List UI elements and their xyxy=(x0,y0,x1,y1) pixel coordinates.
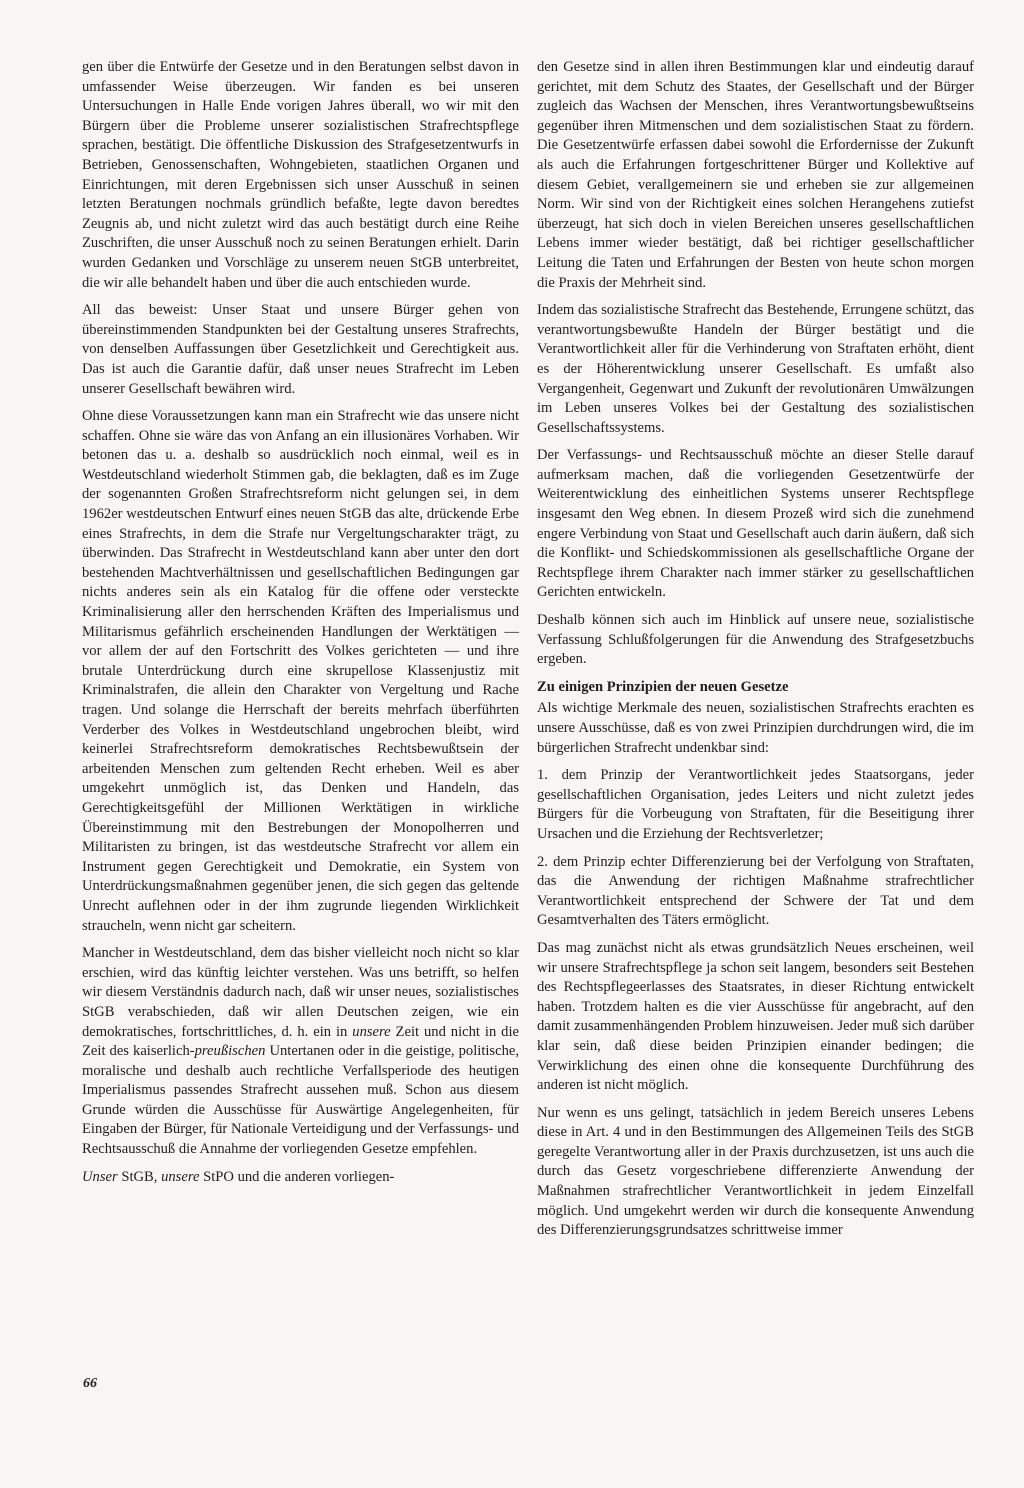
left-column xyxy=(82,58,519,1195)
paragraph: Ohne diese Voraussetzungen kann man ein Strafrecht wie das unsere nicht schaffen. Ohne sie wäre das von Anfang an ein illusionäres Vorhaben. Wir betonen das u. a. deshalb so ausdrücklich noch einmal, weil es in Westdeutschland wiederholt Stimmen gab, die beklagten, daß es im Zuge der sogenannten Großen Strafrechtsreform nicht gelungen sei, in dem 1962er westdeutschen Entwurf eines neuen StGB das alte, drückende Erbe eines Strafrechts, in dem die Strafe nur Vergeltungscharakter trägt, zu überwinden. Das Strafrecht in Westdeutschland kann aber unter den dort bestehenden Machtverhältnissen und gesellschaftlichen Bedingungen gar nichts anderes sein als ein Katalog für die offene oder versteckte Kriminalisierung aller den herrschenden Kräften des Imperialismus und Militarismus gefährlich erscheinenden Handlungen der Werktätigen — vor allem der auf den Fortschritt des Volkes gerichteten — und ihre brutale Unterdrückung durch eine skrupellose Klassenjustiz mit Kriminalstrafen, die allein den Charakter von Vergeltung und Rache tragen. Und solange die Herrschaft der bereits mehrfach überführten Verderber des Volkes in Westdeutschland ungebrochen bleibt, wird keinerlei Strafrechtsreform demokratisches Rechtsbewußtsein der arbeitenden Menschen zum geltenden Recht erheben. Weil es aber umgekehrt unmöglich ist, das Denken und Handeln, das Gerechtigkeitsgefühl der Millionen Werktätigen in wirkliche Übereinstimmung mit den Bestrebungen der Monopolherren und Militaristen zu bringen, ist das westdeutsche Strafrecht vor allem ein Instrument gegen Gerechtigkeit und Demokratie, ein System von Unterdrückungsmaßnahmen gegenüber jenen, die sich gegen das geltende Unrecht auflehnen oder in der ihm zugrunde liegenden Wirklichkeit straucheln, wenn nicht gar scheitern. xyxy=(82,408,519,934)
paragraph xyxy=(82,944,519,1160)
page-number: 66 xyxy=(83,1376,97,1391)
paragraph: Nur wenn es uns gelingt, tatsächlich in jedem Bereich unseres Lebens diese in Art. 4 und in den Bestimmungen des Allgemeinen Teils des StGB geregelte Verantwortung aller in der Praxis durchzusetzen, ist uns auch die durch das Gesetz vorgeschriebene differenzierte Anwendung der Maßnahmen strafrechtlicher Verantwortlichkeit in jedem Einzelfall möglich. Und umgekehrt werden wir durch die konsequente Anwendung des Differenzierungsgrundsatzes schrittweise immer xyxy=(537,1104,974,1239)
section-heading: Zu einigen Prinzipien der neuen Gesetze xyxy=(537,678,789,695)
paragraph: den Gesetze sind in allen ihren Bestimmungen klar und eindeutig darauf gerichtet, mit dem Schutz des Staates, der Gesellschaft und der Bürger zugleich das Wachsen der Menschen, ihres Verantwortungsbewußtseins gegenüber ihren Mitmenschen und dem sozialistischen Staat zu fördern. Die Gesetzentwürfe erfassen dabei sowohl die Erfordernisse der Zukunft als auch die Erfahrungen fortgeschrittener Bürger und Kollektive auf diesem Gebiet, verallgemeinern sie und erheben sie zur allgemeinen Norm. Wir sind von der Richtigkeit eines solchen Herangehens zutiefst überzeugt, hat sich doch in vielen Bereichen unseres gesellschaftlichen Lebens immer wieder bestätigt, daß bei richtiger gesellschaftlicher Leitung die Taten und Erfahrungen der Besten von heute schon morgen die Praxis der Mehrheit sind. xyxy=(537,59,974,291)
emphasis: Unser xyxy=(82,1168,118,1185)
emphasis: unsere xyxy=(352,1023,391,1040)
paragraph: Der Verfassungs- und Rechtsausschuß möchte an dieser Stelle darauf aufmerksam machen, daß die vorliegenden Gesetzentwürfe der Weiterentwicklung des einheitlichen Systems unserer Rechtspflege insgesamt den Weg ebnen. In diesem Prozeß wird sich die zunehmend engere Verbindung von Staat und Gesellschaft auch darin äußern, daß sich die Konflikt- und Schiedskommissionen als gesellschaftliche Organe der Rechtspflege ihrem Charakter nach immer stärker zu gesellschaftlichen Gerichten entwickeln. xyxy=(537,447,974,601)
paragraph: All das beweist: Unser Staat und unsere Bürger gehen von übereinstimmenden Standpunkten bei der Gestaltung unseres Strafrechts, von denselben Auffassungen über Gesetzlichkeit und Gerechtigkeit aus. Das ist auch die Garantie dafür, daß unser neues Strafrecht im Leben unserer Gesellschaft bewähren wird. xyxy=(82,302,519,397)
text-run: StGB, xyxy=(117,1168,162,1185)
text-run: Zeit und nicht in die Zeit des kaiserlich- xyxy=(82,1023,519,1060)
paragraph: Als wichtige Merkmale des neuen, sozialistischen Strafrechts erachten es unsere Ausschüsse, daß es von zwei Prinzipien durchdrungen wird, die im bürgerlichen Strafrecht undenkbar sind: xyxy=(537,700,974,756)
paragraph: Das mag zunächst nicht als etwas grundsätzlich Neues erscheinen, weil wir unsere Strafrechtspflege ja schon seit langem, besonders seit Bestehen des Rechtspflegeerlasses des Staatsrates, in dieser Richtung entwickelt haben. Trotzdem halten es die vier Ausschüsse für angebracht, auf den damit zusammenhängenden Problem hinzuweisen. Jeder muß sich darüber klar sein, daß diese beiden Prinzipien einander bedingen; die Verwirklichung des einen ohne die konsequente Durchführung des anderen ist nicht möglich. xyxy=(537,939,974,1094)
paragraph: Deshalb können sich auch im Hinblick auf unsere neue, sozialistische Verfassung Schlußfolgerungen für die Anwendung des Strafgesetzbuchs ergeben. xyxy=(537,612,974,668)
paragraph: gen über die Entwürfe der Gesetze und in den Beratungen selbst davon in umfassender Weise überzeugen. Wir fanden es bei unseren Untersuchungen in Halle Ende vorigen Jahres überall, wo wir mit den Bürgern über die Probleme unserer sozialistischen Strafrechtspflege sprachen, bestätigt. Die öffentliche Diskussion des Strafgesetzentwurfs in Betrieben, Genossenschaften, Wohngebieten, staatlichen Organen und Einrichtungen, mit deren Ergebnissen sich unser Ausschuß in seinen letzten Beratungen nochmals gründlich befaßte, legte davon beredtes Zeugnis ab, und nicht zuletzt wird das auch bestätigt durch eine Reihe Zuschriften, die unser Ausschuß noch zu seinen Beratungen erhielt. Darin wurden Gedanken und Vorschläge zu unserem neuen StGB unterbreitet, die wir alle behandelt haben und über die auch entschieden wurde. xyxy=(82,59,519,291)
text-run: Mancher in Westdeutschland, dem das bisher vielleicht noch nicht so klar erschien, wird das künftig leichter verstehen. Was uns betrifft, so helfen wir diesem Verständnis dadurch nach, daß wir unser neues, sozialistisches StGB verabschieden, daß wir allen Deutschen zeigen, wie ein demokratisches, fortschrittliches, d. h. ein in xyxy=(82,945,519,1040)
text-run: StPO und die anderen vorliegen- xyxy=(199,1168,395,1185)
paragraph: Indem das sozialistische Strafrecht das Bestehende, Errungene schützt, das verantwortungsbewußte Handeln der Bürger bestätigt und die Verantwortlichkeit aller für die Verhinderung von Straftaten erhöht, dient es der Höherentwicklung unserer Gesellschaft. Es umfaßt also Vergangenheit, Gegenwart und Zukunft der revolutionären Umwälzungen im Leben unseres Volkes bei der Gestaltung des sozialistischen Gesellschaftssystems. xyxy=(537,302,974,436)
list-item: 1. dem Prinzip der Verantwortlichkeit jedes Staatsorgans, jeder gesellschaftlichen Organisation, jedes Leiters und nicht zuletzt jedes Bürgers für die Vorbeugung von Straftaten, für die Beseitigung ihrer Ursachen und die Erziehung der Rechtsverletzer; xyxy=(537,767,974,842)
emphasis: preußischen xyxy=(194,1043,266,1060)
paragraph xyxy=(82,1168,519,1188)
emphasis: unsere xyxy=(161,1168,200,1185)
text-run: Untertanen oder in die geistige, politische, moralische und deshalb auch rechtliche Verfallsperiode des heutigen Imperialismus passendes Strafrecht aussehen muß. Schon aus diesem Grunde würden die Ausschüsse für Auswärtige Angelegenheiten, für Eingaben der Bürger, für Nationale Verteidigung und der Verfassungs- und Rechtsausschuß die Annahme der vorliegenden Gesetze empfehlen. xyxy=(82,1043,520,1158)
list-item: 2. dem Prinzip echter Differenzierung bei der Verfolgung von Straftaten, das die Anwendung der richtigen Maßnahme strafrechtlicher Verantwortlichkeit entsprechend der Schwere der Tat und dem Gesamtverhalten des Täters ermöglicht. xyxy=(537,853,974,929)
right-column xyxy=(537,58,974,1249)
